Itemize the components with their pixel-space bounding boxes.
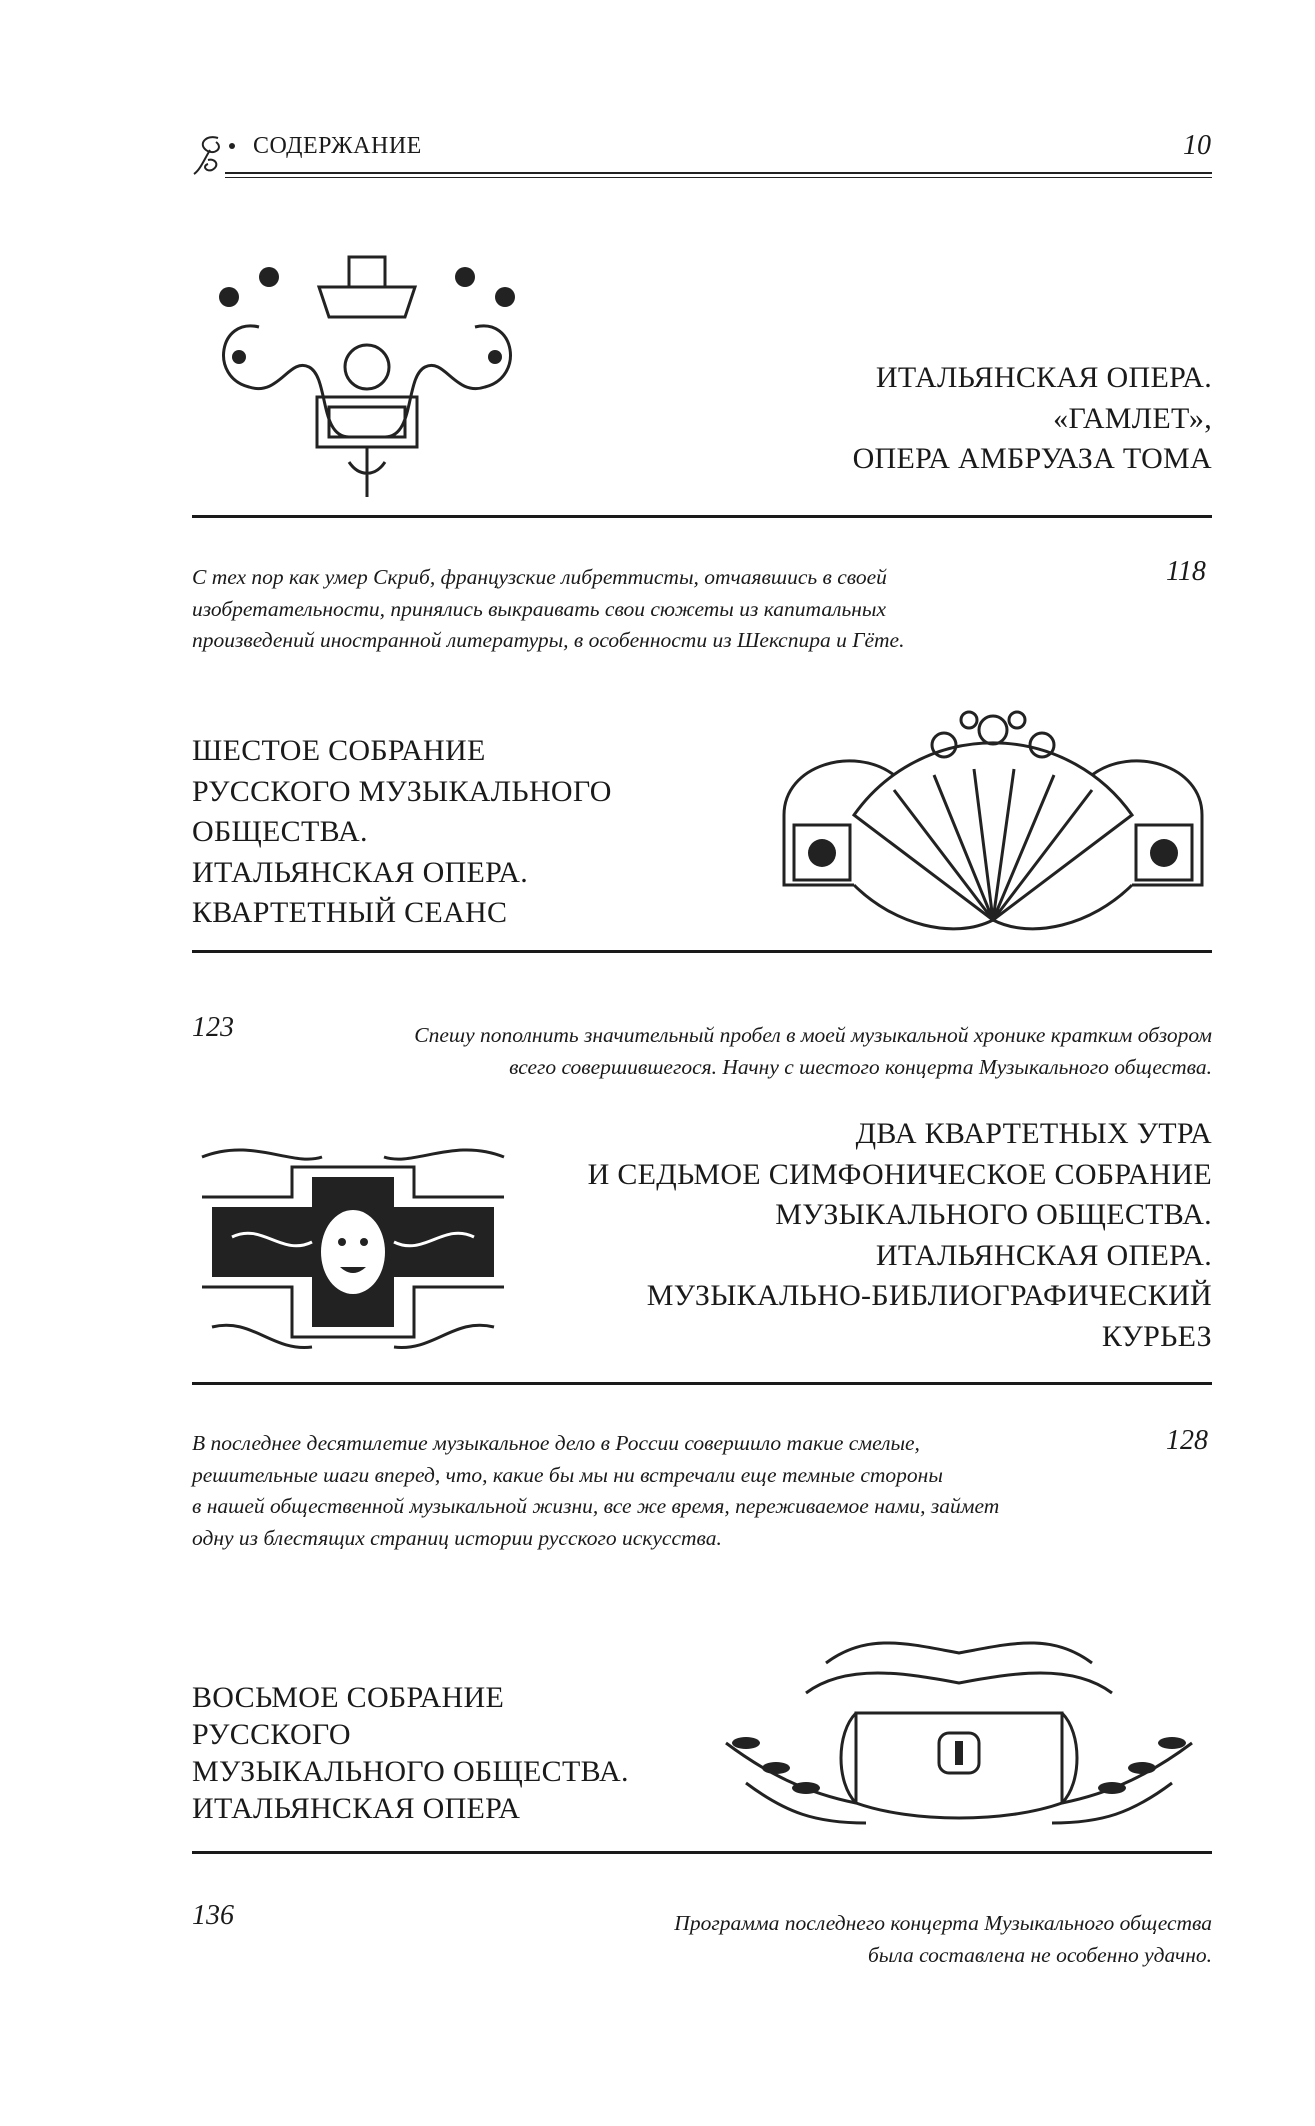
excerpt-line: решительные шаги вперед, что, какие бы мы ни встречали еще темные стороны bbox=[192, 1462, 943, 1487]
title-line: МУЗЫКАЛЬНО-БИБЛИОГРАФИЧЕСКИЙ bbox=[646, 1279, 1212, 1312]
entry-3-page[interactable]: 128 bbox=[1166, 1425, 1208, 1456]
excerpt-line: Спешу пополнить значительный пробел в моей музыкальной хронике кратким обзором bbox=[414, 1023, 1212, 1047]
title-line: ДВА КВАРТЕТНЫХ УТРА bbox=[855, 1117, 1212, 1150]
ornament-vase-flowers bbox=[199, 247, 535, 507]
page-number: 10 bbox=[1183, 130, 1211, 161]
title-line: РУССКОГО МУЗЫКАЛЬНОГО bbox=[192, 774, 612, 808]
entry-2-excerpt bbox=[260, 1020, 1212, 1083]
title-line: МУЗЫКАЛЬНОГО ОБЩЕСТВА. bbox=[192, 1755, 629, 1788]
excerpt-line: произведений иностранной литературы, в особенности из Шекспира и Гёте. bbox=[192, 628, 905, 652]
entry-4-page[interactable]: 136 bbox=[192, 1900, 234, 1931]
title-line: ИТАЛЬЯНСКАЯ ОПЕРА. bbox=[192, 855, 529, 889]
excerpt-line: изобретательности, принялись выкраивать свои сюжеты из капитальных bbox=[192, 596, 886, 621]
excerpt-line: С тех пор как умер Скриб, французские либреттисты, отчаявшись в своей bbox=[192, 565, 887, 589]
entry-2-page[interactable]: 123 bbox=[192, 1012, 234, 1043]
title-line: ВОСЬМОЕ СОБРАНИЕ bbox=[192, 1681, 505, 1714]
header-rule bbox=[225, 172, 1212, 174]
excerpt-line: всего совершившегося. Начну с шестого концерта Музыкального общества. bbox=[509, 1054, 1212, 1079]
entry-1-excerpt bbox=[192, 562, 1092, 657]
excerpt-line: была составлена не особенно удачно. bbox=[867, 1942, 1212, 1967]
ornament-fan bbox=[774, 705, 1212, 945]
title-line: РУССКОГО bbox=[192, 1718, 351, 1751]
running-header: СОДЕРЖАНИЕ bbox=[253, 133, 422, 159]
entry-3-title[interactable] bbox=[520, 1114, 1212, 1357]
entry-1-title[interactable] bbox=[600, 358, 1212, 480]
entry-2-title[interactable] bbox=[192, 731, 612, 934]
ornament-scroll-wreath bbox=[706, 1623, 1212, 1843]
excerpt-line: одну из блестящих страниц истории русского искусства. bbox=[192, 1525, 722, 1550]
title-line: ИТАЛЬЯНСКАЯ ОПЕРА bbox=[192, 1792, 521, 1825]
entry-rule bbox=[192, 1382, 1212, 1385]
entry-1-page[interactable]: 118 bbox=[1166, 556, 1206, 587]
entry-rule bbox=[192, 950, 1212, 953]
header-rule-thin bbox=[225, 177, 1212, 178]
title-line: МУЗЫКАЛЬНОГО ОБЩЕСТВА. bbox=[775, 1198, 1212, 1231]
excerpt-line: в нашей общественной музыкальной жизни, все же время, переживаемое нами, займет bbox=[192, 1494, 1000, 1518]
entry-rule bbox=[192, 515, 1212, 518]
title-line: КВАРТЕТНЫЙ СЕАНС bbox=[192, 896, 508, 929]
title-line: ШЕСТОЕ СОБРАНИЕ bbox=[192, 734, 486, 767]
ornament-mask bbox=[192, 1137, 514, 1370]
entry-4-title[interactable] bbox=[192, 1679, 629, 1827]
excerpt-line: В последнее десятилетие музыкальное дело в России совершило такие смелые, bbox=[192, 1431, 920, 1455]
title-line: И СЕДЬМОЕ СИМФОНИЧЕСКОЕ СОБРАНИЕ bbox=[587, 1157, 1212, 1191]
title-line: ИТАЛЬЯНСКАЯ ОПЕРА. bbox=[875, 361, 1212, 394]
title-line: ОБЩЕСТВА. bbox=[192, 815, 368, 848]
title-line: КУРЬЕЗ bbox=[1101, 1319, 1212, 1353]
entry-3-excerpt bbox=[192, 1428, 1112, 1554]
excerpt-line: Программа последнего концерта Музыкального общества bbox=[674, 1911, 1212, 1935]
title-line: «ГАМЛЕТ», bbox=[1053, 401, 1212, 435]
title-line: ОПЕРА АМБРУАЗА ТОМА bbox=[852, 442, 1212, 475]
entry-4-excerpt bbox=[500, 1908, 1212, 1971]
title-line: ИТАЛЬЯНСКАЯ ОПЕРА. bbox=[875, 1238, 1212, 1272]
entry-rule bbox=[192, 1851, 1212, 1854]
